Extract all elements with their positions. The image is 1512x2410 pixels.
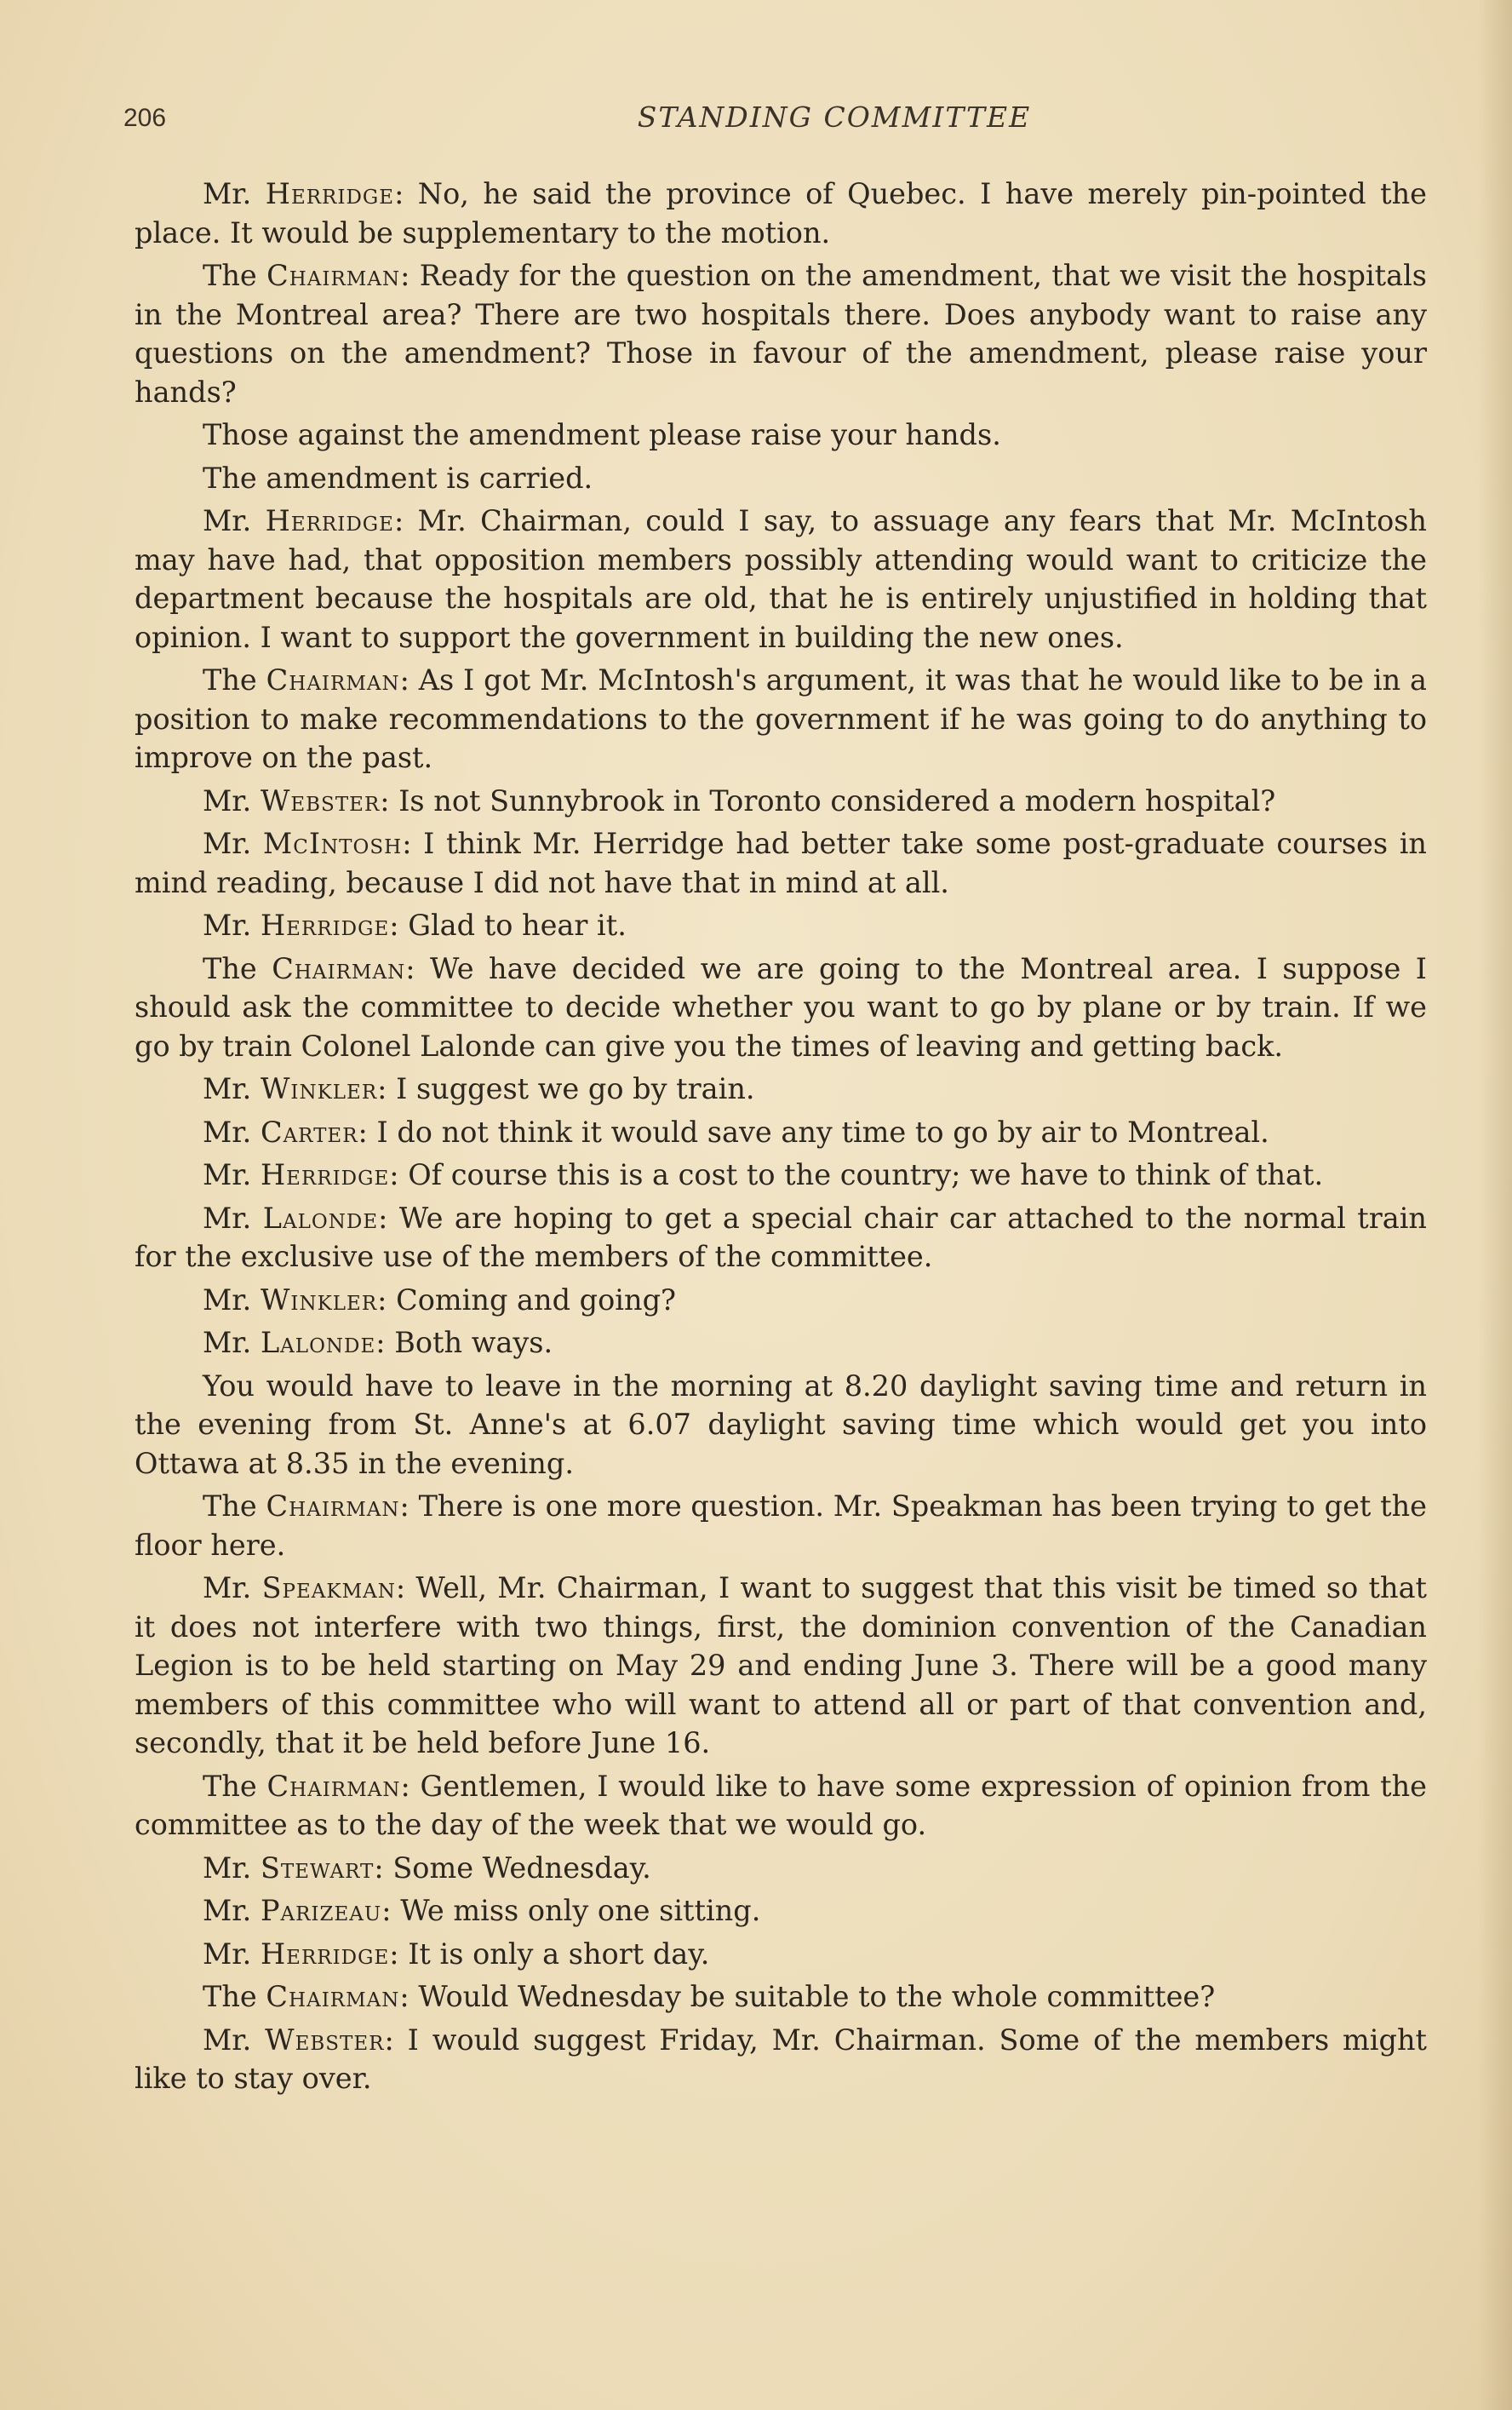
speaker-name: Lalonde <box>262 1201 379 1235</box>
paragraph-text: : I would suggest Friday, Mr. Chairman. Some of the members might like to stay over. <box>135 2023 1427 2095</box>
paragraph-text: : We have decided we are going to the Montreal area. I suppose I should ask the committee to decide whether you want to go by plane or by train. If we go by train Colonel Lalonde can give you the times of leaving and getting back. <box>135 951 1427 1063</box>
paragraph-text: : Coming and going? <box>377 1282 676 1317</box>
transcript-body <box>135 175 1427 2103</box>
speaker-name: Chairman <box>272 951 406 985</box>
transcript-paragraph <box>135 1767 1427 1845</box>
speaker-title: Mr. <box>203 1851 261 1885</box>
transcript-paragraph <box>135 2021 1427 2098</box>
paragraph-text: : Some Wednesday. <box>374 1851 651 1885</box>
speaker-name: Speakman <box>261 1571 396 1604</box>
paragraph-text: : Glad to hear it. <box>389 909 627 942</box>
speaker-title: Mr. <box>203 2023 266 2057</box>
speaker-title: Mr. <box>203 1571 262 1604</box>
speaker-title: Mr. <box>203 1326 261 1359</box>
speaker-title: Mr. <box>203 1115 261 1149</box>
transcript-paragraph <box>135 1367 1427 1483</box>
running-head: STANDING COMMITTEE <box>637 100 1032 134</box>
paragraph-text: : Mr. Chairman, could I say, to assuage any fears that Mr. McIntosh may have had, that opposition members possibly attending would want to criticize the department because the hospitals are old, that he is entirely unjustified in holding that opinion. I want to support the government in building the new ones. <box>135 504 1428 654</box>
paragraph-text: : It is only a short day. <box>389 1937 710 1971</box>
transcript-paragraph <box>135 1569 1427 1763</box>
paragraph-text: You would have to leave in the morning at 8.20 daylight saving time and return in the evening from St. Anne's at 6.07 daylight saving time which would get you into Ottawa at 8.35 in the evening. <box>135 1369 1427 1480</box>
paragraph-text: : As I got Mr. McIntosh's argument, it was that he would like to be in a position to make recommendations to the government if he was going to do anything to improve on the past. <box>135 663 1427 774</box>
speaker-name: Webster <box>260 783 381 818</box>
page-number: 206 <box>123 104 167 132</box>
paragraph-text: : I suggest we go by train. <box>377 1072 755 1105</box>
paragraph-text: : Gentlemen, I would like to have some expression of opinion from the committee as to the day of the week that we would go. <box>135 1769 1427 1841</box>
speaker-name: Herridge <box>260 1158 390 1191</box>
transcript-paragraph <box>135 502 1427 657</box>
paragraph-text: The amendment is carried. <box>203 461 593 495</box>
speaker-name: Herridge <box>260 909 390 942</box>
paragraph-text: : Would Wednesday be suitable to the whole committee? <box>399 1980 1216 2013</box>
speaker-name: Herridge <box>265 177 395 210</box>
speaker-name: Herridge <box>260 1937 390 1971</box>
paragraph-text: : Is not Sunnybrook in Toronto considered a modern hospital? <box>380 783 1276 818</box>
paragraph-text: Those against the amendment please raise your hands. <box>203 418 1001 451</box>
transcript-paragraph <box>135 1199 1427 1277</box>
speaker-title: Mr. <box>203 783 261 818</box>
transcript-paragraph <box>135 824 1427 902</box>
transcript-paragraph <box>135 1849 1427 1888</box>
speaker-name: Carter <box>260 1115 358 1149</box>
transcript-paragraph <box>135 1891 1427 1931</box>
speaker-name: Chairman <box>266 1980 400 2013</box>
speaker-name: Lalonde <box>260 1326 376 1359</box>
paragraph-text: : We are hoping to get a special chair car attached to the normal train for the exclusive use of the members of the committee. <box>135 1201 1427 1273</box>
transcript-paragraph <box>135 1935 1427 1974</box>
speaker-title: Mr. <box>203 1072 261 1105</box>
speaker-title: Mr. <box>203 827 263 860</box>
speaker-name: Chairman <box>266 1489 400 1523</box>
page-edge-shadow <box>1478 0 1512 2410</box>
speaker-name: Chairman <box>266 259 401 292</box>
speaker-name: Chairman <box>266 1769 401 1803</box>
speaker-title: The <box>203 259 267 292</box>
speaker-title: The <box>203 1489 266 1523</box>
speaker-name: Stewart <box>260 1851 375 1885</box>
speaker-name: Chairman <box>266 663 400 697</box>
paragraph-text: : I think Mr. Herridge had better take some post-graduate courses in mind reading, because I did not have that in mind at all. <box>135 827 1427 899</box>
speaker-name: Winkler <box>260 1072 378 1105</box>
transcript-paragraph <box>135 906 1427 945</box>
transcript-paragraph <box>135 661 1427 778</box>
speaker-title: The <box>203 663 266 697</box>
page-header <box>123 100 1435 148</box>
speaker-name: Webster <box>265 2023 385 2057</box>
transcript-paragraph <box>135 175 1427 252</box>
transcript-paragraph <box>135 256 1427 411</box>
transcript-paragraph <box>135 950 1427 1066</box>
speaker-title: The <box>203 951 272 985</box>
speaker-title: The <box>203 1980 266 2013</box>
speaker-title: Mr. <box>203 1158 261 1191</box>
transcript-paragraph <box>135 1281 1427 1320</box>
speaker-name: Winkler <box>260 1282 378 1317</box>
speaker-name: Herridge <box>265 504 394 537</box>
transcript-paragraph <box>135 459 1427 498</box>
speaker-title: Mr. <box>203 1201 263 1235</box>
paragraph-text: : Both ways. <box>375 1326 553 1359</box>
speaker-title: Mr. <box>203 1937 261 1971</box>
speaker-title: Mr. <box>203 1282 261 1317</box>
transcript-paragraph <box>135 1977 1427 2017</box>
transcript-paragraph <box>135 1323 1427 1363</box>
paragraph-text: : We miss only one sitting. <box>381 1894 761 1927</box>
paragraph-text: : Ready for the question on the amendment, that we visit the hospitals in the Montreal area? There are two hospitals there. Does anybody want to raise any questions on the amendment? Those in favour of the amendment, please raise your hands? <box>135 259 1427 409</box>
speaker-title: Mr. <box>203 177 266 210</box>
paragraph-text: : No, he said the province of Quebec. I have merely pin-pointed the place. It would be supplementary to the motion. <box>135 177 1428 250</box>
transcript-paragraph <box>135 1070 1427 1109</box>
paragraph-text: : I do not think it would save any time to go by air to Montreal. <box>358 1115 1269 1149</box>
speaker-name: Parizeau <box>260 1894 382 1927</box>
speaker-title: The <box>203 1769 267 1803</box>
transcript-paragraph <box>135 416 1427 455</box>
speaker-title: Mr. <box>203 1894 261 1927</box>
transcript-paragraph <box>135 1113 1427 1152</box>
transcript-paragraph <box>135 1156 1427 1195</box>
speaker-title: Mr. <box>203 909 261 942</box>
paragraph-text: : Of course this is a cost to the country; we have to think of that. <box>389 1158 1324 1191</box>
transcript-paragraph <box>135 1487 1427 1564</box>
transcript-paragraph <box>135 782 1427 821</box>
paragraph-text: : There is one more question. Mr. Speakman has been trying to get the floor here. <box>135 1489 1427 1562</box>
speaker-name: McIntosh <box>262 827 403 860</box>
speaker-title: Mr. <box>203 504 266 537</box>
paragraph-text: : Well, Mr. Chairman, I want to suggest that this visit be timed so that it does not interfere with two things, first, the dominion convention of the Canadian Legion is to be held starting on May 29 and ending June 3. There will be a good many members of this committee who will want to attend all or part of that convention and, secondly, that it be held before June 16. <box>135 1571 1428 1759</box>
